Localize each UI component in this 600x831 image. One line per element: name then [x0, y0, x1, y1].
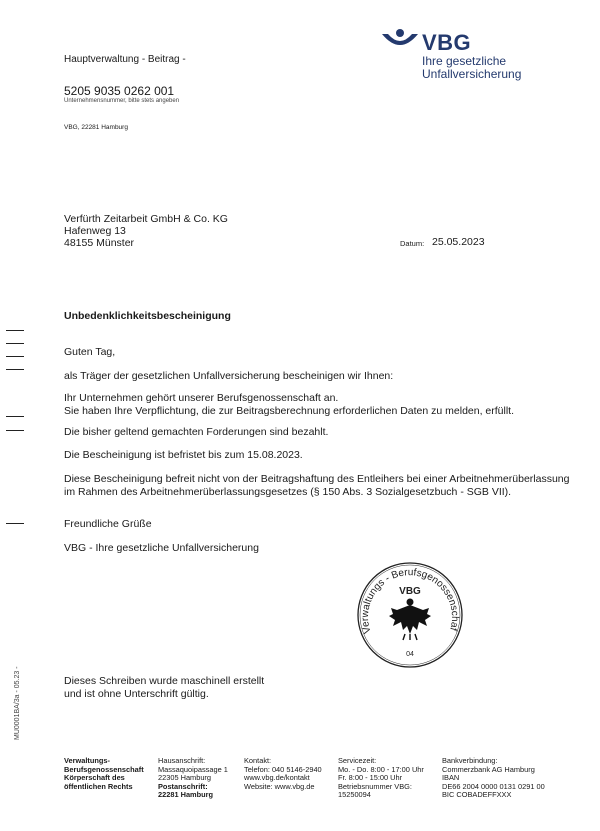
svg-text:Verwaltungs - Berufsgenossensc: Verwaltungs - Berufsgenossenschaf: [359, 567, 461, 635]
footer-col-organization: Verwaltungs- Berufsgenossenschaft Körperschaft des öffentlichen Rechts: [64, 756, 144, 791]
date-label: Datum:: [400, 239, 425, 248]
vbg-logo: [380, 26, 520, 82]
fold-mark: [6, 523, 24, 524]
paragraph-2-line-2: Sie haben Ihre Verpflichtung, die zur Beitragsberechnung erforderlichen Daten zu melden, erfüllt.: [64, 405, 515, 417]
vbg-logo-mark-icon: [380, 28, 420, 58]
footer-col-bank: Bankverbindung: Commerzbank AG Hamburg IBAN DE66 2004 0000 0131 0291 00 BIC COBADEFFXXX: [442, 756, 545, 800]
official-seal: [355, 560, 465, 670]
greeting: Guten Tag,: [64, 346, 116, 358]
member-number: 5205 9035 0262 001: [64, 84, 175, 98]
member-number-note: Unternehmensnummer, bitte stets angeben: [64, 98, 180, 104]
logo-tagline-2: Unfallversicherung: [422, 67, 522, 81]
paragraph-3: Die bisher geltend gemachten Forderungen sind bezahlt.: [64, 426, 329, 438]
closing: Freundliche Grüße: [64, 518, 152, 530]
paragraph-1: als Träger der gesetzlichen Unfallversicherung bescheinigen wir Ihnen:: [64, 370, 394, 382]
machine-note-line-2: und ist ohne Unterschrift gültig.: [64, 688, 209, 700]
footer-col-service: Servicezeit: Mo. - Do. 8:00 - 17:00 Uhr Fr. 8:00 - 15:00 Uhr Betriebsnummer VBG: 15250094: [338, 756, 424, 800]
logo-tagline-1: Ihre gesetzliche: [422, 54, 507, 68]
svg-text:VBG: VBG: [399, 586, 421, 597]
footer-col-contact: Kontakt: Telefon: 040 5146-2940 www.vbg.de/kontakt Website: www.vbg.de: [244, 756, 322, 791]
date-value: 25.05.2023: [432, 236, 485, 248]
recipient-street: Hafenweg 13: [64, 225, 126, 237]
recipient-city: 48155 Münster: [64, 237, 135, 249]
recipient-name: Verfürth Zeitarbeit GmbH & Co. KG: [64, 213, 228, 225]
fold-mark: [6, 330, 24, 331]
eagle-icon: [389, 599, 431, 641]
paragraph-5-line-1: Diese Bescheinigung befreit nicht von der Beitragshaftung des Entleihers bei einer Arbeitnehmerüberlassung: [64, 473, 570, 485]
logo-name: VBG: [422, 30, 472, 55]
return-address: VBG, 22281 Hamburg: [64, 124, 128, 131]
svg-text:04: 04: [406, 651, 414, 658]
machine-note-line-1: Dieses Schreiben wurde maschinell erstellt: [64, 675, 265, 687]
sender-department: Hauptverwaltung - Beitrag -: [64, 54, 186, 65]
footer-col-address: Hausanschrift: Massaquoipassage 1 22305 Hamburg Postanschrift: 22281 Hamburg: [158, 756, 228, 800]
fold-mark: [6, 356, 24, 357]
paragraph-2-line-1: Ihr Unternehmen gehört unserer Berufsgenossenschaft an.: [64, 392, 339, 404]
fold-mark: [6, 369, 24, 370]
fold-mark: [6, 430, 24, 431]
paragraph-5-line-2: im Rahmen des Arbeitnehmerüberlassungsgesetzes (§ 150 Abs. 3 Sozialgesetzbuch - SGB VII).: [64, 486, 512, 498]
signature: VBG - Ihre gesetzliche Unfallversicherung: [64, 542, 259, 554]
form-code: MU0001BA/3a - 05.23 -: [14, 666, 21, 740]
subject: Unbedenklichkeitsbescheinigung: [64, 310, 231, 322]
fold-mark: [6, 343, 24, 344]
fold-mark: [6, 416, 24, 417]
paragraph-4: Die Bescheinigung ist befristet bis zum 15.08.2023.: [64, 449, 303, 461]
